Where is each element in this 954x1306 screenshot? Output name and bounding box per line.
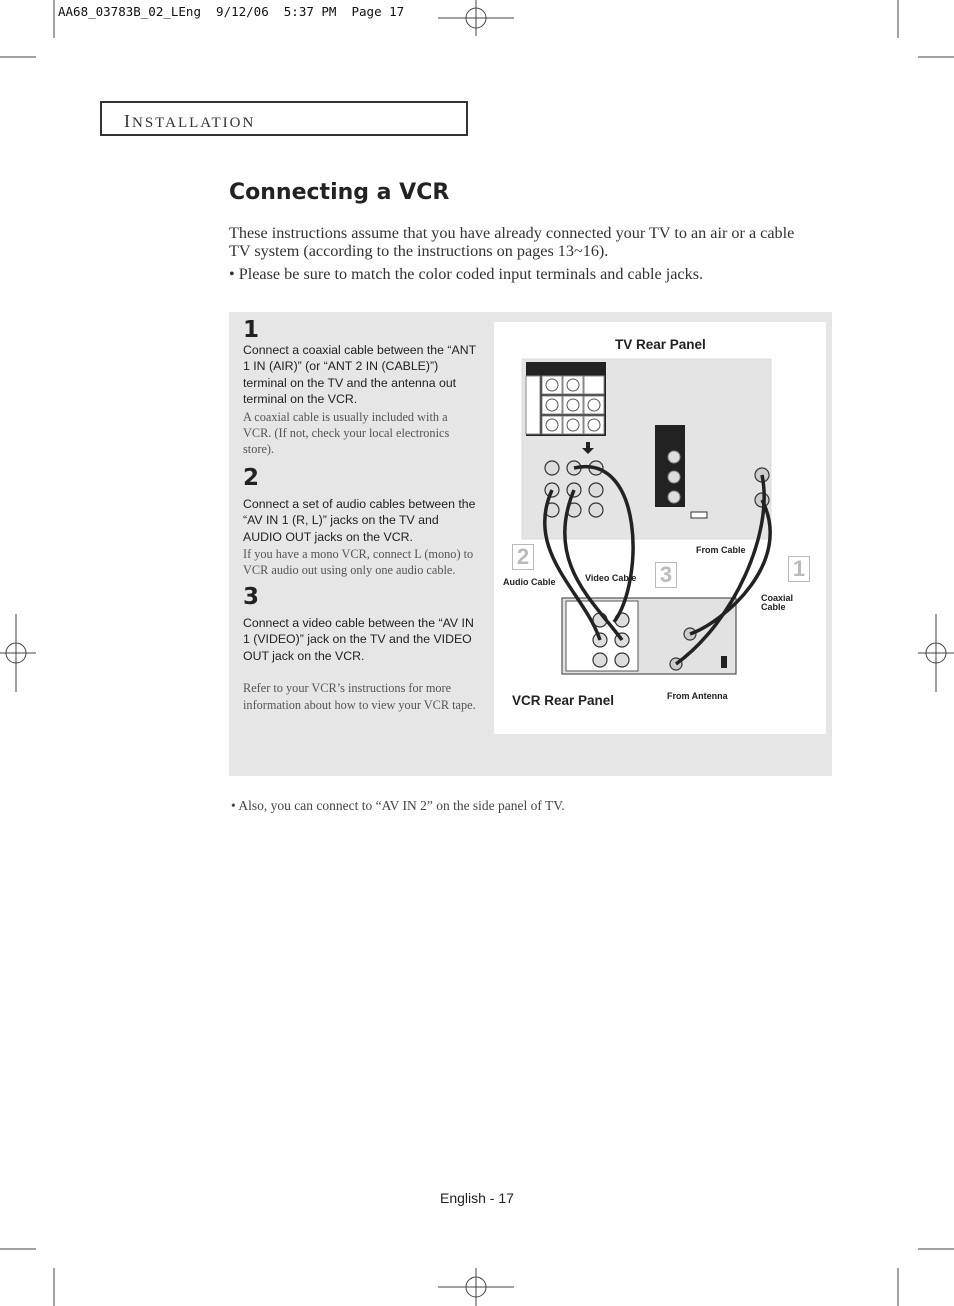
step-note: Refer to your VCR’s instructions for more information about how to view your VCR tape.: [243, 681, 476, 712]
coaxial-cable-label: Coaxial Cable: [761, 593, 794, 612]
step-number: 1: [243, 317, 260, 343]
steps-column: [243, 318, 478, 713]
section-first-letter: I: [124, 111, 132, 131]
step-note: A coaxial cable is usually included with a VCR. (If not, check your local electronics store).: [243, 409, 450, 457]
step-number: 2: [243, 464, 260, 491]
intro-paragraph: These instructions assume that you have already connected your TV to an air or a cable TV system (according to the instructions on pages 13~16).: [229, 224, 795, 260]
step-instruction: Connect a set of audio cables between the “AV IN 1 (R, L)” jacks on the TV and AUDIO OUT jacks on the VCR.: [243, 496, 476, 544]
tv-rear-panel-label: TV Rear Panel: [615, 337, 706, 352]
step-note: If you have a mono VCR, connect L (mono) to VCR audio out using only one audio cable.: [243, 547, 474, 578]
marker-3: 3: [655, 562, 677, 588]
section-rest: NSTALLATION: [132, 115, 256, 131]
marker-2: 2: [512, 544, 534, 570]
step-1: [243, 318, 478, 458]
from-antenna-label: From Antenna: [667, 691, 728, 701]
step-2: [243, 466, 478, 579]
audio-cable-label: Audio Cable: [503, 577, 556, 587]
color-match-bullet: • Please be sure to match the color coded input terminals and cable jacks.: [229, 265, 704, 283]
page-title: Connecting a VCR: [229, 180, 450, 205]
vcr-rear-panel-label: VCR Rear Panel: [512, 693, 615, 708]
from-cable-label: From Cable: [696, 545, 746, 555]
step-3: [243, 585, 478, 713]
step-number: 3: [243, 583, 260, 610]
page-footer: English - 17: [440, 1190, 514, 1206]
connection-illustration: [494, 322, 826, 734]
side-panel-note: • Also, you can connect to “AV IN 2” on the side panel of TV.: [231, 798, 565, 813]
print-slug: AA68_03783B_02_LEng 9/12/06 5:37 PM Page 17: [58, 4, 405, 19]
video-cable-label: Video Cable: [585, 573, 637, 583]
marker-1: 1: [788, 556, 810, 582]
section-header: [124, 111, 255, 132]
connection-diagram: [494, 322, 826, 734]
step-instruction: Connect a video cable between the “AV IN 1 (VIDEO)” jack on the TV and the VIDEO OUT jack on the VCR.: [243, 615, 474, 663]
step-instruction: Connect a coaxial cable between the “ANT 1 IN (AIR)” (or “ANT 2 IN (CABLE)”) terminal on the TV and the antenna out terminal on the VCR.: [243, 343, 476, 407]
